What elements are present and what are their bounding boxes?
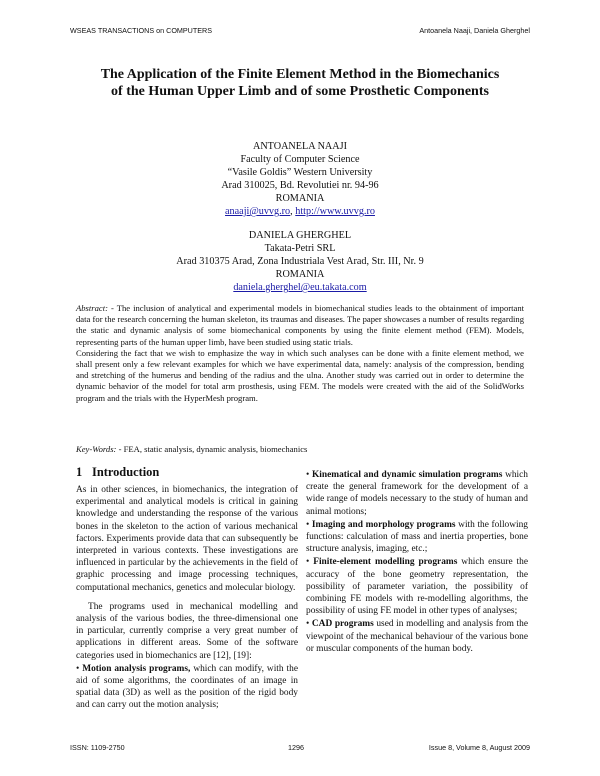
abstract [76,303,524,404]
bullet-cad: • CAD programs used in modelling and analysis from the viewpoint of the mechanical behaviour of the various bone or muscular components of the human body. [306,619,528,654]
bullet-kinematic-simulation: • Kinematical and dynamic simulation programs which create the general framework for the development of a wide range of models necessary to the study of human and animal motions; [306,470,528,517]
author1-country: ROMANIA [275,193,325,204]
bullet-text: which can modify, with the aid of some algorithms, the coordinates of an image in spatial data (3D) as well as the position of the rigid body and can carry out the motion analysis; [76,663,298,711]
section-number: 1 [76,465,83,479]
bullet-text: used in modelling and analysis from the viewpoint of the mechanical behaviour of the various bone or muscular components of the human body. [306,619,528,654]
bullet-title: Kinematical and dynamic simulation programs [312,470,503,480]
section-heading [76,465,298,480]
bullet-motion-analysis: • Motion analysis programs, which can modify, with the aid of some algorithms, the coordinates of an image in spatial data (3D) as well as the position of the rigid body and can carry out the motion analysis; [76,663,298,711]
bullet-finite-element: • Finite-element modelling programs which ensure the accuracy of the bone geometry representation, the possibility of parameter variation, the possibility of combining FE models with re-modelling algorithms, the possibility of using FE model in other types of analyses; [306,557,528,617]
abstract-text-1: - The inclusion of analytical and experimental models in biomechanical studies leads to the obtainment of important data for the research concerning the human skeleton, its traumas and diseases. The paper showcases a number of results regarding the static and dynamic analysis of some biomechanical components by using the finite element method (FEM). Models, representing parts of the human upper limb, have been studied using static trials. [76,303,525,347]
bullet-text: which ensure the accuracy of the bone geometry representation, the possibility of parameter variation, the possibility of combining FE models with re-modelling algorithms, the possibility of using FE model in other types of analyses; [306,557,528,617]
contact-separator: , [290,206,293,217]
left-column [76,465,298,712]
running-footer [70,743,530,755]
author1-block [100,140,500,218]
issue-info: Issue 8, Volume 8, August 2009 [428,743,530,752]
keywords-text: - FEA, static analysis, dynamic analysis, biomechanics [118,444,308,454]
author2-email-link[interactable]: daniela.gherghel@eu.takata.com [233,282,367,293]
bullet-title: Finite-element modelling programs [313,557,458,568]
author1-name: ANTOANELA NAAJI [252,141,348,152]
author1-university: “Vasile Goldis” Western University [227,167,373,178]
section-title: Introduction [92,465,160,479]
bullet-title: Motion analysis programs, [82,663,191,674]
right-column [306,468,528,655]
bullet-imaging-morphology: • Imaging and morphology programs with the following functions: calculation of mass and inertia properties, bone structure analysis, imaging, etc.; [306,519,528,555]
author1-email-link[interactable]: anaaji@uvvg.ro [225,206,291,217]
keywords [76,444,524,455]
page-number: 1296 [288,743,304,752]
author1-dept: Faculty of Computer Science [240,154,360,165]
header-authors: Antoanela Naaji, Daniela Gherghel [419,26,530,35]
journal-name: WSEAS TRANSACTIONS on COMPUTERS [70,26,213,35]
intro-paragraph-2: The programs used in mechanical modelling and analysis of the various bodies, the three-dimensional one in particular, currently comprise a very great number of applications in different areas. Some of the software categories used in biomechanics are [12], [19]: [76,601,298,661]
abstract-para-2: Considering the fact that we wish to emphasize the way in which such analyses can be done with a finite element method, we shall present only a few relevant examples for which we have experimental data, namely: analysis of the compression, bending and stretching of the humerus and bending of the radius and the ulna. Another study was carried out in order to determine the dynamic behavior of the model for total arm prosthesis, using FEM. The models were created with the aid of the SolidWorks program and the trials with the HyperMesh program. [76,347,524,403]
author2-name: DANIELA GHERGHEL [248,230,352,241]
running-header [70,26,530,38]
bullet-title: CAD programs [311,619,374,630]
bullet-text: which create the general framework for the development of a wide range of models necessary to the study of human and animal motions; [306,470,528,517]
author2-address: Arad 310375 Arad, Zona Industriala Vest Arad, Str. III, Nr. 9 [176,256,424,267]
keywords-label: Key-Words: [76,444,117,454]
intro-paragraph-1: As in other sciences, in biomechanics, the integration of experimental and analytical models is critical in gaining knowledge and understanding the response of the various bones in the skeleton to the action of various mechanical factors. Experiments provide data that can subsequently be interpreted in various contexts. These investigations are influenced in particular by the achievements in the field of graphic processing and image processing techniques, computational mechanics, genetics and molecular biology. [76,485,298,593]
author1-address: Arad 310025, Bd. Revolutiei nr. 94-96 [221,180,379,191]
bullet-text: with the following functions: calculation of mass and inertia properties, bone structure analysis, imaging, etc.; [306,519,528,555]
author2-company: Takata-Petri SRL [264,243,336,254]
author1-contact [100,205,500,218]
author1-website-link[interactable]: http://www.uvvg.ro [295,206,375,217]
issn: ISSN: 1109-2750 [70,743,125,752]
author2-block [100,229,500,294]
abstract-para-1 [76,303,524,348]
author2-country: ROMANIA [275,269,325,280]
abstract-label: Abstract: [76,303,108,313]
bullet-title: Imaging and morphology programs [311,519,456,530]
paper-title: The Application of the Finite Element Method in the Biomechanics of the Human Upper Limb and of some Prosthetic Components [100,67,500,99]
